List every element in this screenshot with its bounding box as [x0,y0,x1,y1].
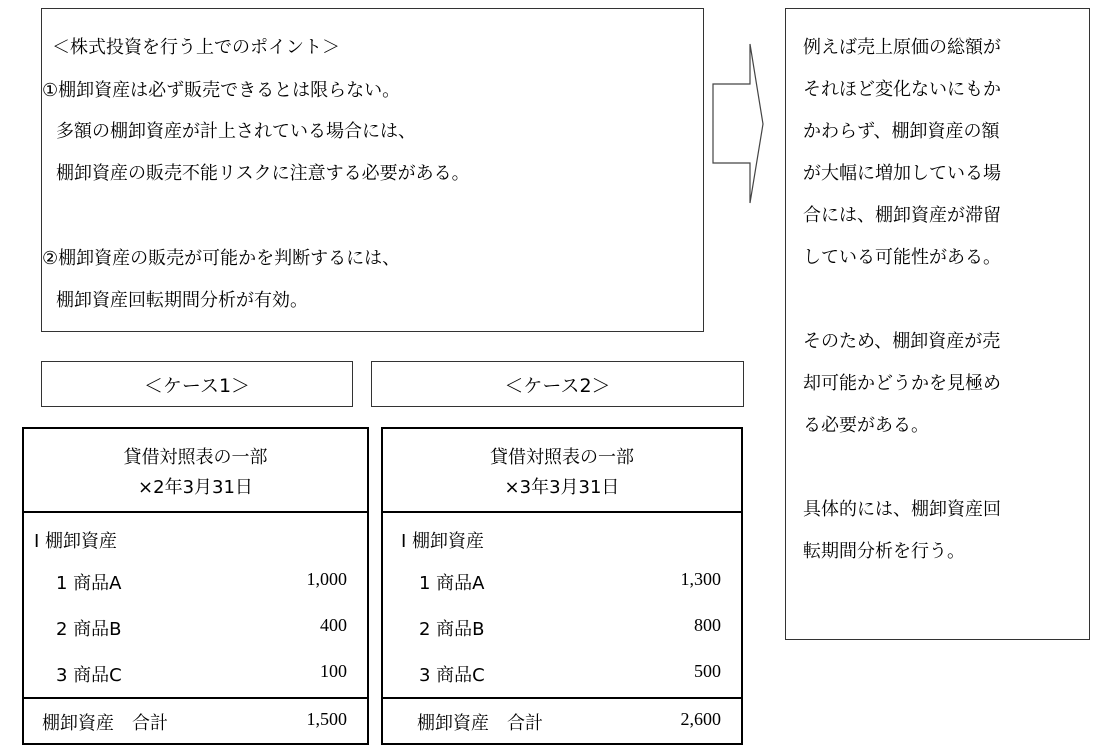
sheet-date: ×2年3月31日 [138,477,253,498]
item-label: 2 商品B [419,619,485,640]
note-line: している可能性がある。 [803,247,1001,268]
item-value: 1,000 [306,569,347,589]
note-line: 合には、棚卸資産が滞留 [803,205,1001,226]
points-title: ＜株式投資を行う上でのポイント＞ [52,37,340,58]
item-label: 2 商品B [56,619,122,640]
item-value: 400 [320,615,347,635]
note-line: 却可能かどうかを見極め [803,373,1001,394]
note-line: 転期間分析を行う。 [803,541,965,562]
explanation-box [785,8,1090,640]
note-line: る必要がある。 [803,415,929,436]
section-label: Ⅰ 棚卸資産 [34,531,118,552]
item-value: 500 [694,661,721,681]
item-label: 1 商品A [56,573,122,594]
case2-balance-sheet [381,427,743,745]
case1-header: ＜ケース1＞ [41,361,353,407]
point-line: ②棚卸資産の販売が可能かを判断するには、 [42,248,401,269]
note-line: それほど変化ないにもか [803,79,1001,100]
total-value: 1,500 [306,709,347,729]
item-label: 3 商品C [56,665,122,686]
point-line: 棚卸資産の販売不能リスクに注意する必要がある。 [56,163,470,184]
note-line: 例えば売上原価の総額が [803,37,1001,58]
total-value: 2,600 [680,709,721,729]
table-row [383,615,741,639]
table-row [383,569,741,593]
note-line: そのため、棚卸資産が売 [803,331,1001,352]
sheet-title: 貸借対照表の一部 [490,447,634,468]
item-value: 100 [320,661,347,681]
total-label: 棚卸資産 合計 [417,713,543,734]
sheet-title: 貸借対照表の一部 [123,447,268,468]
total-row [383,697,741,743]
note-line: が大幅に増加している場 [803,163,1001,184]
table-row [24,661,367,685]
point-line: 棚卸資産回転期間分析が有効。 [56,290,308,311]
table-row [24,569,367,593]
total-label: 棚卸資産 合計 [42,713,168,734]
point-line: ①棚卸資産は必ず販売できるとは限らない。 [42,80,401,101]
point-line: 多額の棚卸資産が計上されている場合には、 [56,121,416,142]
item-label: 3 商品C [419,665,485,686]
item-value: 1,300 [680,569,721,589]
section-label: Ⅰ 棚卸資産 [401,531,485,552]
item-value: 800 [694,615,721,635]
case1-balance-sheet [22,427,369,745]
table-row [383,661,741,685]
sheet-date: ×3年3月31日 [504,477,620,498]
table-row [24,615,367,639]
item-label: 1 商品A [419,573,485,594]
total-row [24,697,367,743]
case2-header: ＜ケース2＞ [371,361,744,407]
note-line: かわらず、棚卸資産の額 [803,121,1000,142]
note-line: 具体的には、棚卸資産回 [803,499,1001,520]
